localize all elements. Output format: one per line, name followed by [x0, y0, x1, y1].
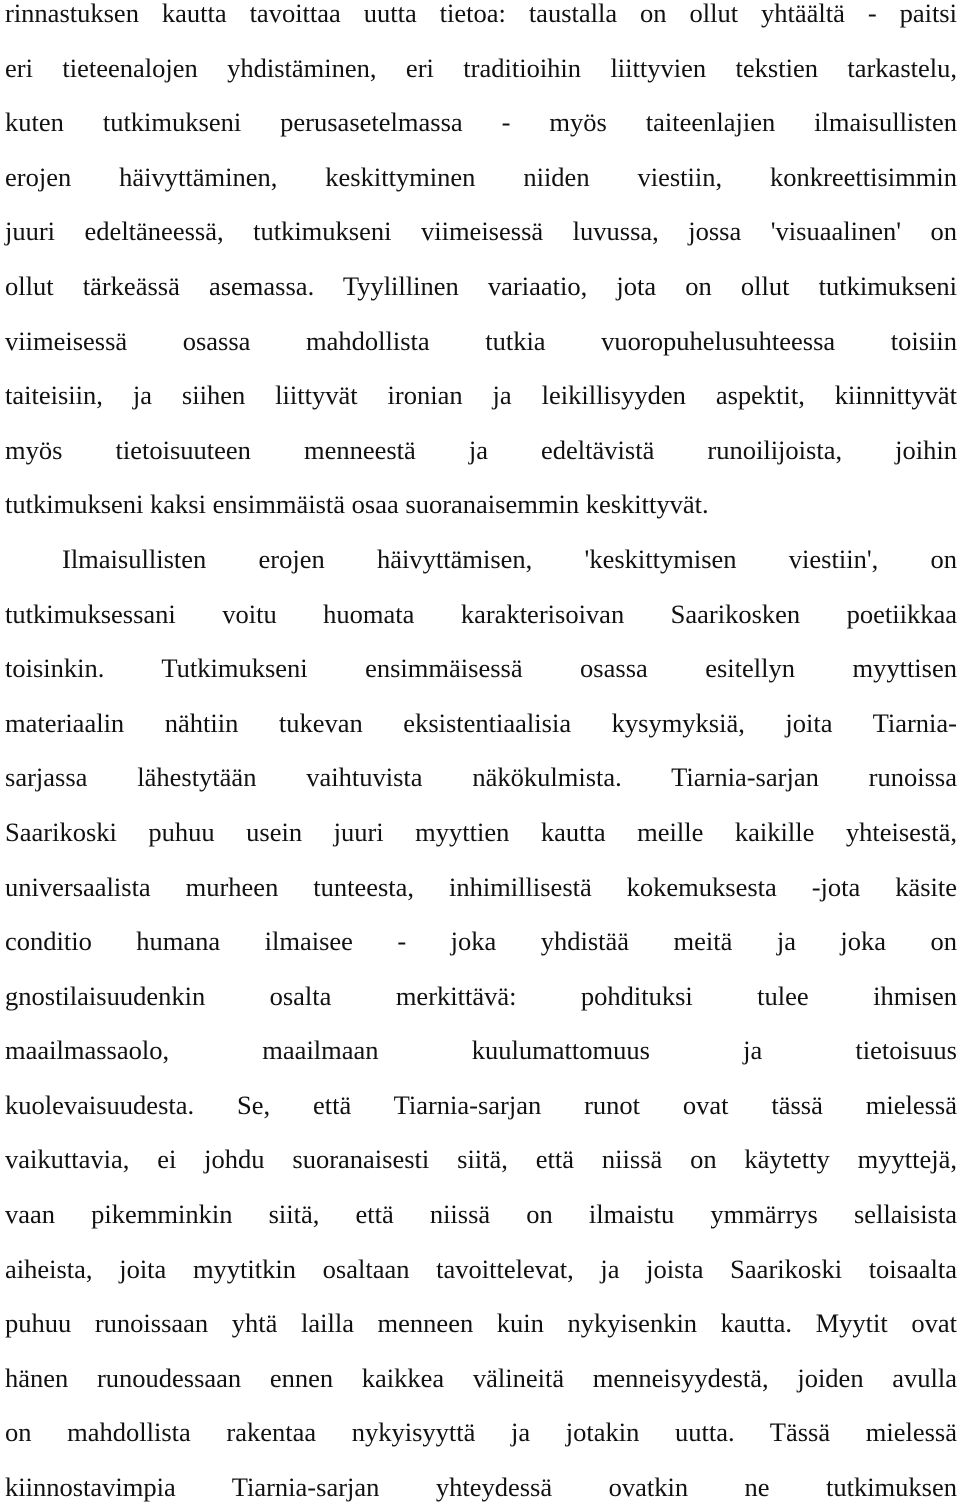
- text-line: tutkimuksessani voitu huomata karakterisoivan Saarikosken poetiikkaa: [5, 598, 957, 629]
- text-line: on mahdollista rakentaa nykyisyyttä ja jotakin uutta. Tässä mielessä: [5, 1417, 957, 1448]
- text-line: toisinkin. Tutkimukseni ensimmäisessä osassa esitellyn myyttisen: [5, 653, 957, 684]
- text-line: kuten tutkimukseni perusasetelmassa - myös taiteenlajien ilmaisullisten: [5, 107, 957, 138]
- text-line: materiaalin nähtiin tukevan eksistentiaalisia kysymyksiä, joita Tiarnia-: [5, 707, 957, 738]
- text-line: rinnastuksen kautta tavoittaa uutta tietoa: taustalla on ollut yhtäältä - paitsi: [5, 0, 957, 28]
- text-line: juuri edeltäneessä, tutkimukseni viimeisessä luvussa, jossa 'visuaalinen' on: [5, 216, 957, 247]
- text-line: taiteisiin, ja siihen liittyvät ironian ja leikillisyyden aspektit, kiinnittyvät: [5, 380, 957, 411]
- text-line: ollut tärkeässä asemassa. Tyylillinen variaatio, jota on ollut tutkimukseni: [5, 270, 957, 301]
- text-line: puhuu runoissaan yhtä lailla menneen kuin nykyisenkin kautta. Myytit ovat: [5, 1308, 957, 1339]
- text-line: kuolevaisuudesta. Se, että Tiarnia-sarjan runot ovat tässä mielessä: [5, 1089, 957, 1120]
- text-line: universaalista murheen tunteesta, inhimillisestä kokemuksesta -jota käsite: [5, 871, 957, 902]
- text-line: aiheista, joita myytitkin osaltaan tavoittelevat, ja joista Saarikoski toisaalta: [5, 1253, 957, 1284]
- paragraph-2: [5, 532, 957, 1507]
- text-line: gnostilaisuudenkin osalta merkittävä: pohdituksi tulee ihmisen: [5, 980, 957, 1011]
- text-line: Ilmaisullisten erojen häivyttämisen, 'keskittymisen viestiin', on: [62, 543, 957, 574]
- text-line: vaan pikemminkin siitä, että niissä on ilmaistu ymmärrys sellaisista: [5, 1199, 957, 1230]
- text-line: erojen häivyttäminen, keskittyminen niiden viestiin, konkreettisimmin: [5, 161, 957, 192]
- text-line: myös tietoisuuteen menneestä ja edeltävistä runoilijoista, joihin: [5, 434, 957, 465]
- text-line: viimeisessä osassa mahdollista tutkia vuoropuhelusuhteessa toisiin: [5, 325, 957, 356]
- text-line: sarjassa lähestytään vaihtuvista näkökulmista. Tiarnia-sarjan runoissa: [5, 762, 957, 793]
- text-line: kiinnostavimpia Tiarnia-sarjan yhteydessä ovatkin ne tutkimuksen: [5, 1472, 957, 1503]
- text-line: conditio humana ilmaisee - joka yhdistää meitä ja joka on: [5, 926, 957, 957]
- text-line: vaikuttavia, ei johdu suoranaisesti siitä, että niissä on käytetty myyttejä,: [5, 1144, 957, 1175]
- text-line: eri tieteenalojen yhdistäminen, eri traditioihin liittyvien tekstien tarkastelu,: [5, 52, 957, 83]
- text-line: tutkimukseni kaksi ensimmäistä osaa suoranaisemmin keskittyvät.: [5, 489, 709, 520]
- body-text: [5, 0, 957, 1507]
- text-line: hänen runoudessaan ennen kaikkea välineitä menneisyydestä, joiden avulla: [5, 1362, 957, 1393]
- text-line: Saarikoski puhuu usein juuri myyttien kautta meille kaikille yhteisestä,: [5, 816, 957, 847]
- paragraph-1: [5, 0, 957, 532]
- text-line: maailmassaolo, maailmaan kuulumattomuus ja tietoisuus: [5, 1035, 957, 1066]
